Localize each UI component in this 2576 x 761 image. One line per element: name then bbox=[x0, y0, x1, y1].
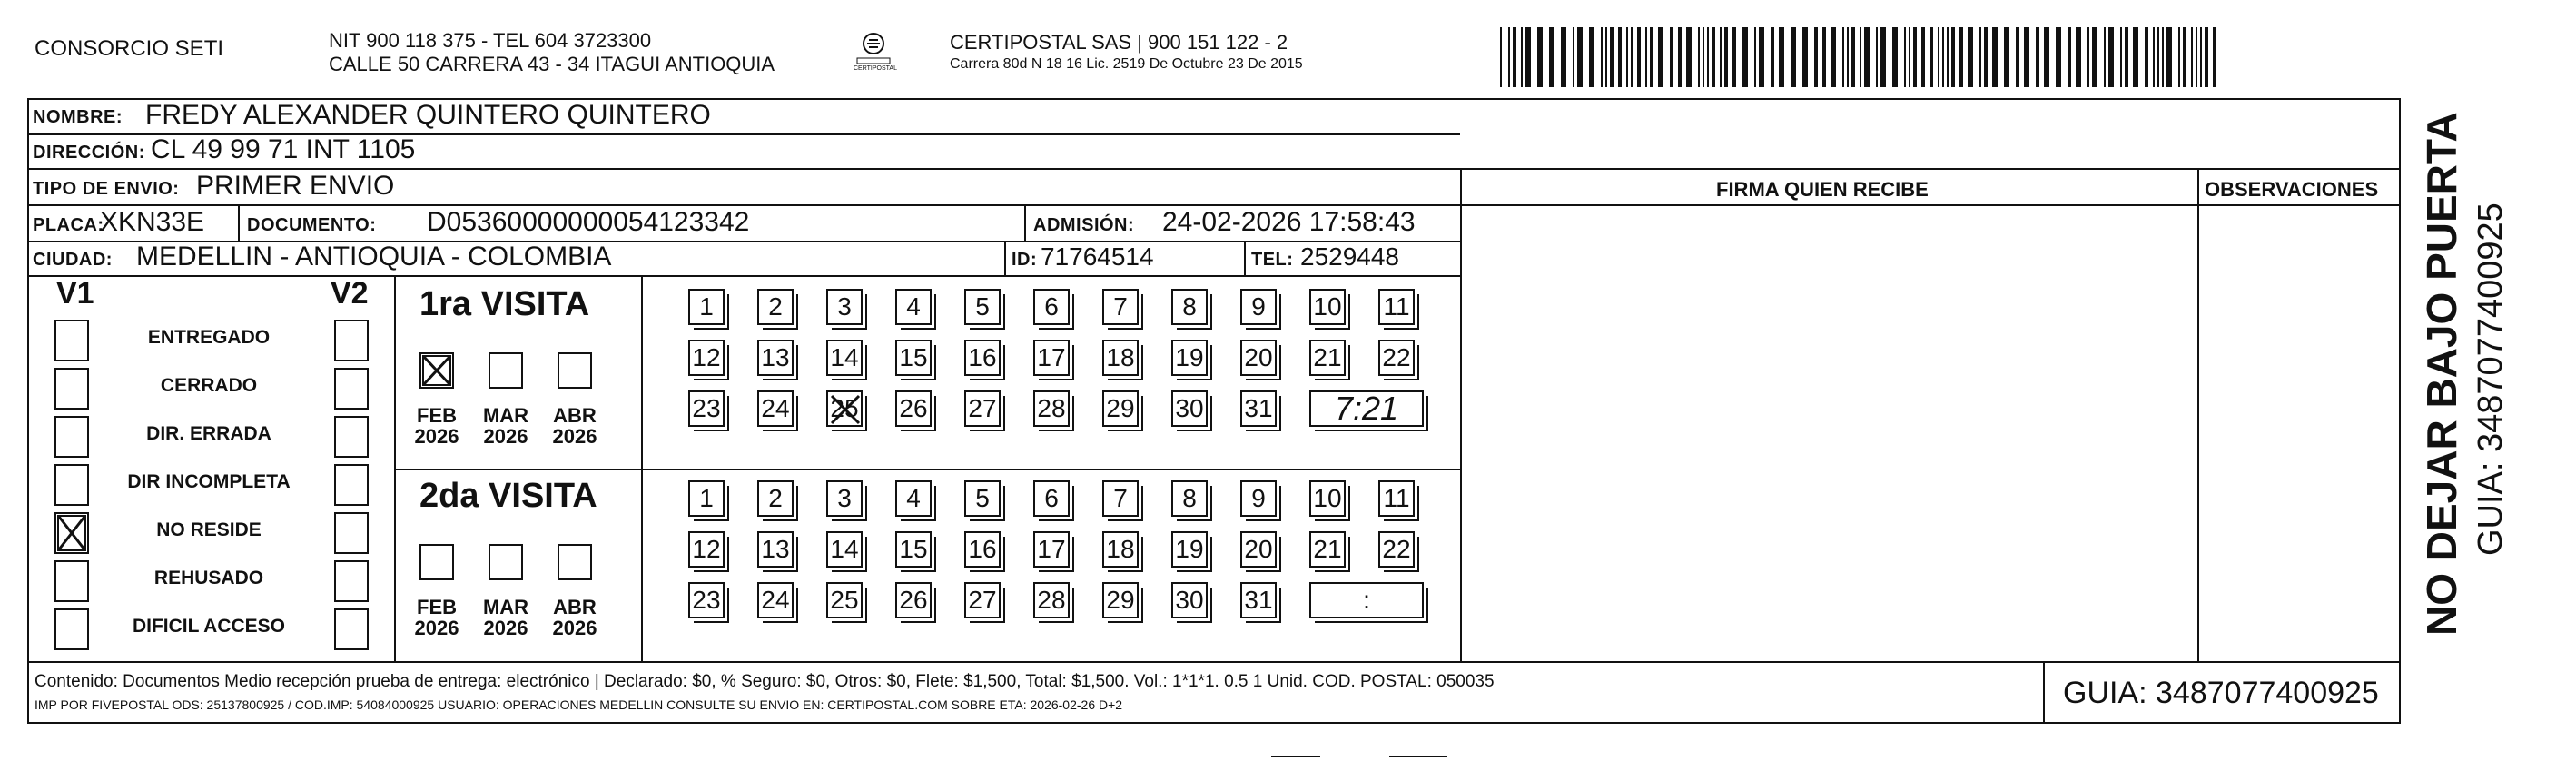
logo-text: CERTIPOSTAL bbox=[854, 65, 897, 72]
day-box[interactable]: 10 bbox=[1309, 289, 1346, 325]
v1-checkbox[interactable] bbox=[54, 368, 89, 410]
day-box[interactable]: 26 bbox=[895, 582, 932, 618]
v2-checkbox[interactable] bbox=[334, 560, 369, 602]
day-box[interactable]: 29 bbox=[1102, 582, 1139, 618]
day-box[interactable]: 12 bbox=[688, 531, 725, 568]
day-box[interactable]: 2 bbox=[757, 480, 794, 517]
tel-label: TEL: bbox=[1251, 250, 1294, 270]
day-box[interactable]: 14 bbox=[826, 531, 863, 568]
id-value: 71764514 bbox=[1041, 242, 1154, 271]
day-box[interactable]: 23 bbox=[688, 390, 725, 427]
day-box[interactable]: 15 bbox=[895, 340, 932, 376]
tipo-envio-label: TIPO DE ENVIO: bbox=[33, 179, 180, 199]
day-box[interactable]: 4 bbox=[895, 289, 932, 325]
day-box[interactable]: 8 bbox=[1171, 480, 1208, 517]
day-box[interactable]: 31 bbox=[1240, 582, 1277, 618]
day-box[interactable]: 5 bbox=[964, 289, 1001, 325]
month-label: ABR 2026 bbox=[552, 596, 597, 639]
day-box[interactable]: 8 bbox=[1171, 289, 1208, 325]
direccion-label: DIRECCIÓN: bbox=[33, 143, 145, 163]
status-label: ENTREGADO bbox=[147, 327, 271, 348]
status-label: CERRADO bbox=[160, 375, 258, 396]
license-line: Carrera 80d N 18 16 Lic. 2519 De Octubre 23 De 2015 bbox=[950, 56, 1303, 72]
side-guia: GUIA: 3487077400925 bbox=[2472, 203, 2510, 556]
day-box[interactable]: 2 bbox=[757, 289, 794, 325]
month-checkbox[interactable] bbox=[489, 544, 523, 580]
nit-line: NIT 900 118 375 - TEL 604 3723300 bbox=[329, 29, 652, 52]
day-box[interactable]: 17 bbox=[1033, 531, 1070, 568]
visit1-title: 1ra VISITA bbox=[419, 285, 590, 323]
address-line: CALLE 50 CARRERA 43 - 34 ITAGUI ANTIOQUIA bbox=[329, 53, 775, 75]
day-box[interactable]: 16 bbox=[964, 531, 1001, 568]
footer-imp: IMP POR FIVEPOSTAL ODS: 25137800925 / COD.IMP: 54084000925 USUARIO: OPERACIONES MEDELLIN CONSULTE SU ENVIO EN: CERTIPOSTAL.COM SOBRE ETA: 2026-02-26 D+2 bbox=[35, 697, 1123, 712]
v2-checkbox[interactable] bbox=[334, 464, 369, 506]
certipostal-logo bbox=[855, 31, 892, 67]
visit-time-box[interactable]: 7:21 bbox=[1309, 390, 1424, 427]
nombre-value: FREDY ALEXANDER QUINTERO QUINTERO bbox=[145, 100, 711, 130]
day-box[interactable]: 21 bbox=[1309, 531, 1346, 568]
admision-value: 24-02-2026 17:58:43 bbox=[1162, 207, 1416, 237]
day-box[interactable]: 22 bbox=[1378, 531, 1415, 568]
day-box[interactable]: 5 bbox=[964, 480, 1001, 517]
day-box[interactable]: 23 bbox=[688, 582, 725, 618]
day-box[interactable]: 18 bbox=[1102, 531, 1139, 568]
day-box[interactable]: 20 bbox=[1240, 340, 1277, 376]
day-box[interactable]: 25 bbox=[826, 390, 863, 427]
v2-label: V2 bbox=[331, 276, 369, 311]
firma-header: FIRMA QUIEN RECIBE bbox=[1716, 178, 1929, 201]
month-label: FEB 2026 bbox=[414, 596, 459, 639]
day-box[interactable]: 1 bbox=[688, 289, 725, 325]
day-box[interactable]: 6 bbox=[1033, 289, 1070, 325]
day-box[interactable]: 7 bbox=[1102, 289, 1139, 325]
certipostal-line: CERTIPOSTAL SAS | 900 151 122 - 2 bbox=[950, 31, 1288, 54]
status-label: DIR INCOMPLETA bbox=[127, 471, 291, 492]
ciudad-value: MEDELLIN - ANTIOQUIA - COLOMBIA bbox=[136, 242, 612, 272]
day-box[interactable]: 24 bbox=[757, 582, 794, 618]
v1-checkbox[interactable] bbox=[54, 416, 89, 458]
visit2-title: 2da VISITA bbox=[419, 477, 597, 515]
day-box[interactable]: 11 bbox=[1378, 480, 1415, 517]
day-box[interactable]: 25 bbox=[826, 582, 863, 618]
day-box[interactable]: 14 bbox=[826, 340, 863, 376]
footer-contents: Contenido: Documentos Medio recepción prueba de entrega: electrónico | Declarado: $0, % Seguro: $0, Otros: $0, Flete: $1,500, Total: $1,500. Vol.: 1*1*1. 0.5 1 Unid. COD. POSTAL: 050035 bbox=[35, 672, 1495, 691]
v2-checkbox[interactable] bbox=[334, 512, 369, 554]
day-box[interactable]: 17 bbox=[1033, 340, 1070, 376]
tipo-envio-value: PRIMER ENVIO bbox=[196, 171, 395, 201]
day-box[interactable]: 19 bbox=[1171, 531, 1208, 568]
month-checkbox[interactable] bbox=[489, 352, 523, 389]
day-box[interactable]: 26 bbox=[895, 390, 932, 427]
v1-checkbox[interactable] bbox=[54, 320, 89, 361]
month-label: FEB 2026 bbox=[414, 404, 459, 448]
nombre-label: NOMBRE: bbox=[33, 107, 123, 127]
footer-guia: GUIA: 3487077400925 bbox=[2063, 676, 2379, 710]
visit-time-box[interactable]: : bbox=[1309, 582, 1424, 618]
day-box[interactable]: 30 bbox=[1171, 390, 1208, 427]
day-box[interactable]: 20 bbox=[1240, 531, 1277, 568]
day-box[interactable]: 16 bbox=[964, 340, 1001, 376]
day-box[interactable]: 13 bbox=[757, 340, 794, 376]
v1-label: V1 bbox=[56, 276, 94, 311]
placa-value: XKN33E bbox=[100, 207, 205, 237]
v1-checkbox[interactable] bbox=[54, 608, 89, 650]
day-box[interactable]: 22 bbox=[1378, 340, 1415, 376]
month-checkbox[interactable] bbox=[558, 544, 592, 580]
day-box[interactable]: 9 bbox=[1240, 480, 1277, 517]
placa-label: PLACA: bbox=[33, 215, 104, 235]
v2-checkbox[interactable] bbox=[334, 368, 369, 410]
day-box[interactable]: 11 bbox=[1378, 289, 1415, 325]
day-box[interactable]: 19 bbox=[1171, 340, 1208, 376]
id-label: ID: bbox=[1012, 250, 1038, 270]
day-box[interactable]: 27 bbox=[964, 390, 1001, 427]
observaciones-header: OBSERVACIONES bbox=[2205, 178, 2379, 201]
day-box[interactable]: 24 bbox=[757, 390, 794, 427]
month-label: MAR 2026 bbox=[482, 596, 529, 639]
day-box[interactable]: 27 bbox=[964, 582, 1001, 618]
day-box[interactable]: 15 bbox=[895, 531, 932, 568]
day-box[interactable]: 3 bbox=[826, 289, 863, 325]
documento-label: DOCUMENTO: bbox=[247, 215, 377, 235]
day-box[interactable]: 28 bbox=[1033, 390, 1070, 427]
status-label: NO RESIDE bbox=[156, 519, 262, 540]
day-box[interactable]: 6 bbox=[1033, 480, 1070, 517]
v1-checkbox[interactable] bbox=[54, 512, 89, 554]
status-label: REHUSADO bbox=[153, 568, 264, 588]
day-box[interactable]: 9 bbox=[1240, 289, 1277, 325]
day-box[interactable]: 30 bbox=[1171, 582, 1208, 618]
day-box[interactable]: 1 bbox=[688, 480, 725, 517]
ciudad-label: CIUDAD: bbox=[33, 250, 113, 270]
day-box[interactable]: 18 bbox=[1102, 340, 1139, 376]
v2-checkbox[interactable] bbox=[334, 416, 369, 458]
status-label: DIFICIL ACCESO bbox=[132, 616, 285, 637]
day-box[interactable]: 7 bbox=[1102, 480, 1139, 517]
v1-checkbox[interactable] bbox=[54, 464, 89, 506]
month-checkbox[interactable] bbox=[558, 352, 592, 389]
day-box[interactable]: 13 bbox=[757, 531, 794, 568]
day-box[interactable]: 28 bbox=[1033, 582, 1070, 618]
barcode bbox=[1498, 27, 2225, 87]
side-no-dejar: NO DEJAR BAJO PUERTA bbox=[2418, 112, 2465, 636]
v2-checkbox[interactable] bbox=[334, 608, 369, 650]
documento-value: D05360000000054123342 bbox=[427, 207, 750, 237]
day-mark bbox=[828, 392, 863, 433]
day-box[interactable]: 3 bbox=[826, 480, 863, 517]
day-box[interactable]: 21 bbox=[1309, 340, 1346, 376]
admision-label: ADMISIÓN: bbox=[1033, 215, 1135, 235]
company-name: CONSORCIO SETI bbox=[35, 36, 224, 61]
day-box[interactable]: 4 bbox=[895, 480, 932, 517]
tel-value: 2529448 bbox=[1300, 242, 1400, 271]
month-checkbox[interactable] bbox=[419, 544, 454, 580]
month-checkbox[interactable] bbox=[419, 352, 454, 389]
day-box[interactable]: 12 bbox=[688, 340, 725, 376]
v1-checkbox[interactable] bbox=[54, 560, 89, 602]
day-box[interactable]: 10 bbox=[1309, 480, 1346, 517]
status-label: DIR. ERRADA bbox=[146, 423, 271, 444]
v2-checkbox[interactable] bbox=[334, 320, 369, 361]
day-box[interactable]: 31 bbox=[1240, 390, 1277, 427]
direccion-value: CL 49 99 71 INT 1105 bbox=[151, 134, 416, 164]
month-label: MAR 2026 bbox=[482, 404, 529, 448]
month-label: ABR 2026 bbox=[552, 404, 597, 448]
day-box[interactable]: 29 bbox=[1102, 390, 1139, 427]
